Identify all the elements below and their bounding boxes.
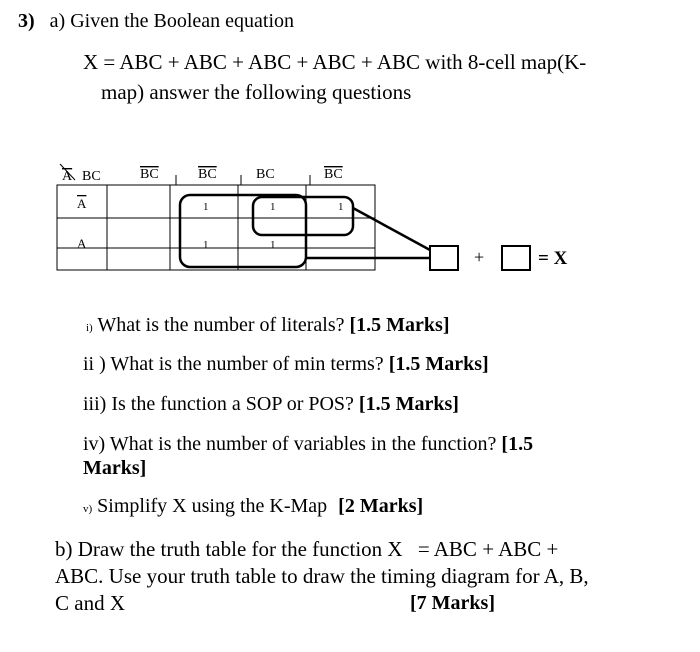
col-header-2: BC — [256, 167, 275, 182]
subquestion-label: ii ) — [83, 353, 106, 375]
k-map-diagram — [0, 150, 700, 280]
plus: + — [162, 50, 184, 74]
subquestion-4 — [83, 433, 533, 456]
group-loop-quad — [180, 195, 306, 267]
result-label: = X — [538, 248, 568, 269]
equation-line-2: map) answer the following questions — [101, 80, 412, 104]
subquestion-label: v) — [83, 503, 93, 515]
plus: + — [291, 50, 313, 74]
row-header-1: A — [77, 236, 87, 251]
corner-label-a: A — [62, 169, 73, 184]
equation-line — [83, 50, 586, 75]
plus-sign: + — [474, 247, 485, 267]
cell-r1-c1: 1 — [203, 239, 209, 251]
plus: + — [355, 50, 377, 74]
part-b-text: Draw the truth table for the function X — [77, 537, 408, 561]
answer-box-2 — [502, 246, 530, 270]
subquestion-5 — [83, 495, 423, 518]
answer-box-1 — [430, 246, 458, 270]
term-3: ABC — [248, 50, 292, 74]
connector-line — [353, 208, 430, 250]
subquestion-label: iii) — [83, 393, 107, 415]
subquestion-text: What is the number of min terms? — [110, 353, 384, 375]
term-5: ABC — [376, 50, 421, 74]
cell-r1-c2: 1 — [270, 239, 276, 251]
subquestion-marks: [2 Marks] — [338, 495, 424, 517]
cell-r0-c2: 1 — [270, 201, 276, 213]
cell-r0-c1: 1 — [203, 201, 209, 213]
part-b-line-2: ABC. Use your truth table to draw the timing diagram for A, B, — [55, 564, 589, 588]
subquestion-text: Simplify X using the K-Map — [97, 495, 328, 517]
subquestion-marks: [1.5 Marks] — [358, 393, 459, 415]
part-a-intro: Given the Boolean equation — [70, 10, 295, 32]
question-number: 3) — [18, 10, 35, 32]
subquestion-marks: [1.5 Marks] — [349, 314, 450, 336]
part-b-line-3: C and X — [55, 591, 125, 615]
equation-lhs: X = — [83, 50, 120, 74]
subquestion-1 — [86, 314, 450, 337]
subquestion-marks: [1.5 — [501, 433, 534, 455]
part-b-equation: = ABC + ABC + — [417, 537, 559, 561]
term-1: ABC — [119, 50, 163, 74]
part-b-line-1 — [55, 537, 558, 562]
row-header-0: A — [77, 196, 87, 211]
subquestion-text: What is the number of variables in the function? — [109, 433, 497, 455]
equation-tail: with 8-cell map(K- — [420, 50, 587, 74]
question-header — [18, 10, 294, 33]
part-b-marks: [7 Marks] — [410, 592, 495, 614]
part-b-label: b) — [55, 537, 73, 561]
subquestion-text: Is the function a SOP or POS? — [111, 393, 354, 415]
term-4: ABC — [312, 50, 356, 74]
part-a-label: a) — [49, 10, 66, 32]
subquestion-label: i) — [86, 322, 93, 334]
col-header-3: BC — [324, 167, 343, 182]
col-header-0: BC — [140, 167, 159, 182]
plus: + — [226, 50, 249, 74]
corner-label-bc: BC — [82, 169, 101, 184]
col-header-1: BC — [198, 167, 217, 182]
subquestion-marks: [1.5 Marks] — [388, 353, 489, 375]
subquestion-4-marks-cont: Marks] — [83, 457, 147, 479]
cell-r0-c3: 1 — [338, 201, 344, 213]
subquestion-3 — [83, 393, 459, 416]
subquestion-label: iv) — [83, 433, 106, 455]
term-2: ABC — [183, 50, 227, 74]
subquestion-2 — [83, 353, 489, 376]
subquestion-text: What is the number of literals? — [97, 314, 345, 336]
